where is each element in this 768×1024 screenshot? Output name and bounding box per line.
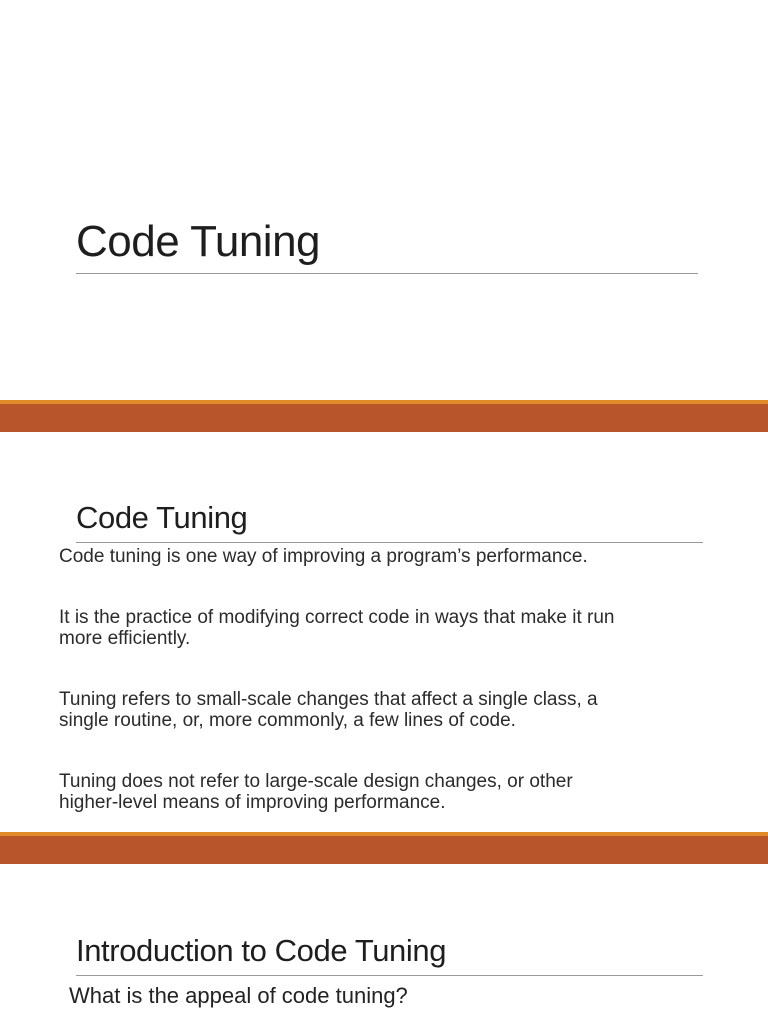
paragraph-line: single routine, or, more commonly, a few lines of code. xyxy=(59,710,516,731)
slide-divider xyxy=(0,832,768,864)
paragraph-line: more efficiently. xyxy=(59,628,191,649)
title-slide xyxy=(0,0,768,400)
introduction-slide-heading: Introduction to Code Tuning xyxy=(76,933,447,968)
introduction-body-text: What is the appeal of code tuning? xyxy=(69,983,408,1008)
paragraph-line: higher-level means of improving performance. xyxy=(59,792,446,813)
paragraph xyxy=(59,771,719,813)
paragraph xyxy=(59,607,719,649)
paragraph-line: Tuning refers to small-scale changes that affect a single class, a xyxy=(59,689,598,710)
definition-slide xyxy=(0,432,768,832)
paragraph-line: Tuning does not refer to large-scale design changes, or other xyxy=(59,771,573,792)
definition-slide-heading: Code Tuning xyxy=(76,500,248,535)
heading-underline xyxy=(76,542,703,543)
paragraph xyxy=(59,689,719,731)
paragraph-line: Code tuning is one way of improving a program’s performance. xyxy=(59,546,588,567)
title-slide-heading: Code Tuning xyxy=(76,217,321,266)
introduction-slide xyxy=(0,864,768,1024)
paragraph-line: It is the practice of modifying correct code in ways that make it run xyxy=(59,607,615,628)
slide-divider xyxy=(0,400,768,432)
paragraph xyxy=(59,546,719,567)
heading-underline xyxy=(76,975,703,976)
definition-paragraphs xyxy=(59,546,719,813)
title-underline xyxy=(76,273,698,274)
